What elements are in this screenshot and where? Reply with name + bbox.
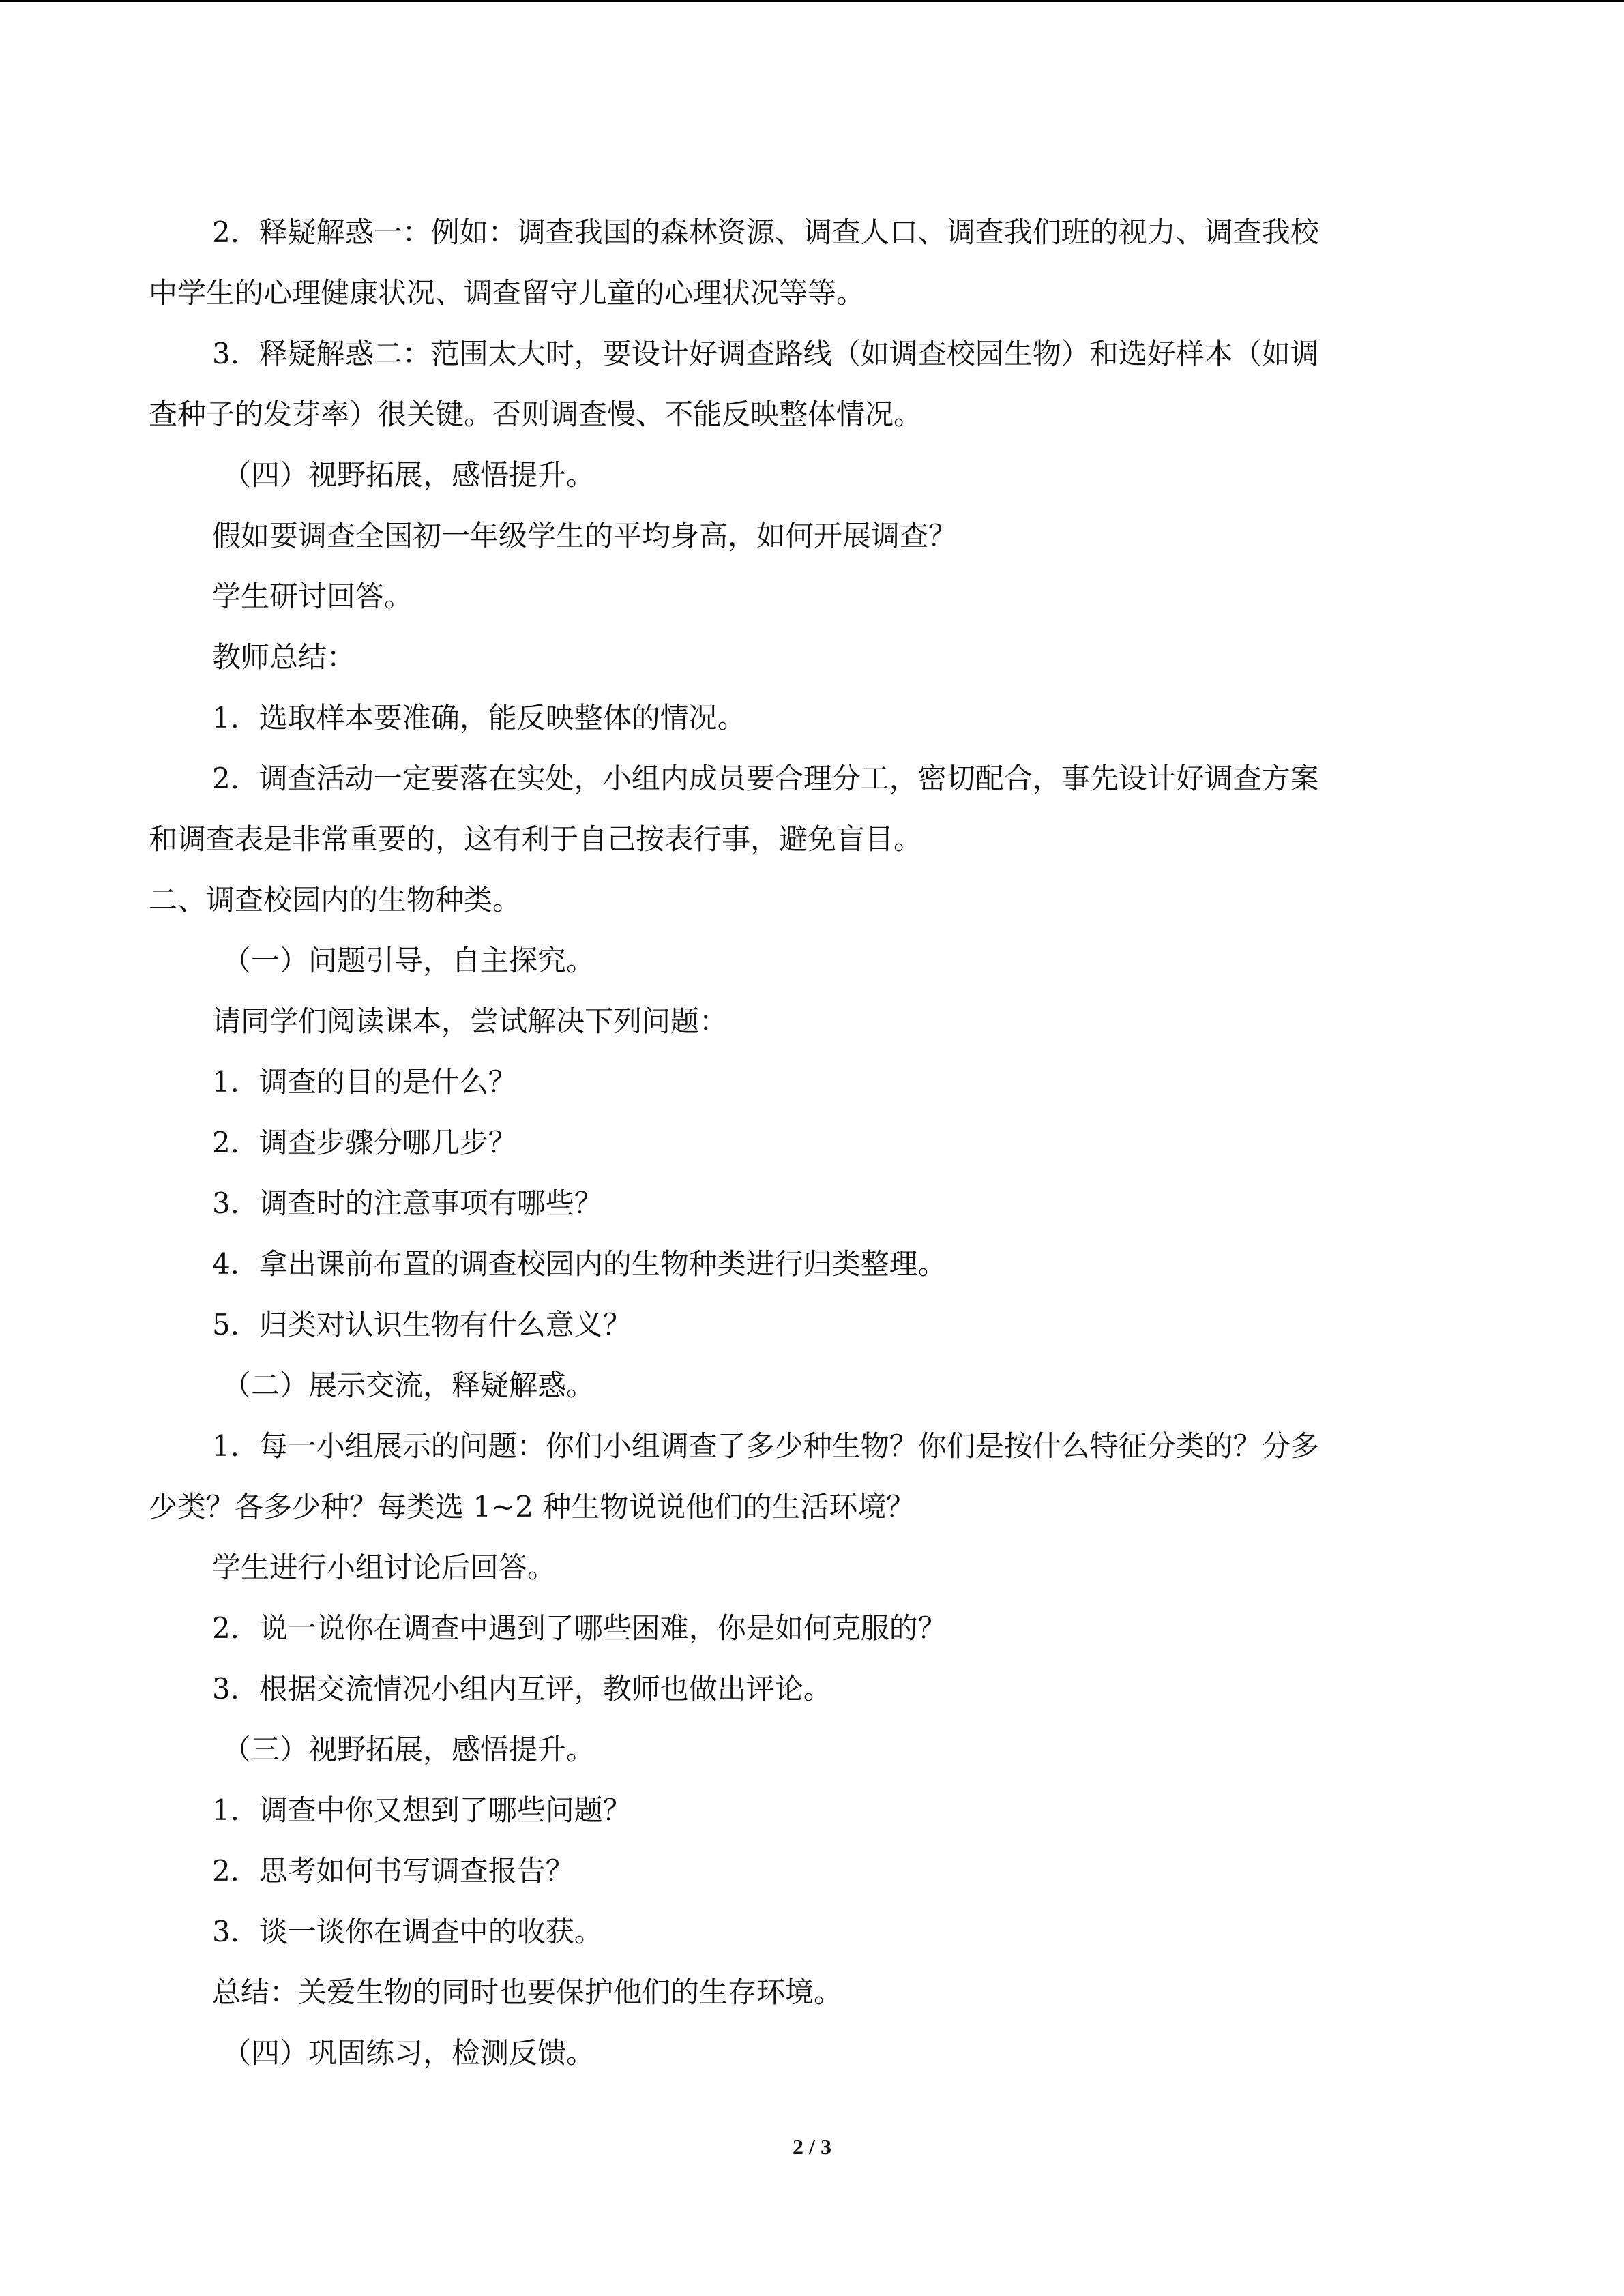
list-item: 3．根据交流情况小组内互评，教师也做出评论。	[212, 1672, 832, 1705]
paragraph-line: 2．释疑解惑一：例如：调查我国的森林资源、调查人口、调查我们班的视力、调查我校	[212, 215, 1319, 249]
section-heading: 二、调查校园内的生物种类。	[149, 883, 522, 916]
list-item: 1．选取样本要准确，能反映整体的情况。	[212, 701, 746, 734]
list-item: 5．归类对认识生物有什么意义？	[212, 1308, 632, 1341]
section-heading: （四）巩固练习，检测反馈。	[222, 2036, 595, 2070]
list-item: 3．调查时的注意事项有哪些？	[212, 1187, 603, 1220]
paragraph-line: 中学生的心理健康状况、调查留守儿童的心理状况等等。	[149, 276, 866, 310]
paragraph-line: 少类？各多少种？每类选 1~2 种生物说说他们的生活环境？	[149, 1490, 915, 1523]
section-heading: （四）视野拓展，感悟提升。	[222, 458, 595, 492]
paragraph-line: 学生进行小组讨论后回答。	[212, 1551, 557, 1584]
paragraph-line: 学生研讨回答。	[212, 580, 413, 613]
page-top-border	[0, 0, 1624, 2]
list-item: 1．调查中你又想到了哪些问题？	[212, 1793, 632, 1827]
list-item: 1．调查的目的是什么？	[212, 1065, 517, 1099]
paragraph-line: 查种子的发芽率）很关键。否则调查慢、不能反映整体情况。	[149, 398, 923, 431]
paragraph-line: 和调查表是非常重要的，这有利于自己按表行事，避免盲目。	[149, 822, 923, 856]
document-body	[149, 202, 1475, 2083]
list-item: 2．说一说你在调查中遇到了哪些困难，你是如何克服的？	[212, 1611, 947, 1645]
list-item: 3．谈一谈你在调查中的收获。	[212, 1915, 603, 1948]
list-item: 2．思考如何书写调查报告？	[212, 1854, 574, 1888]
list-item: 1．每一小组展示的问题：你们小组调查了多少种生物？你们是按什么特征分类的？分多	[212, 1429, 1319, 1463]
paragraph-line: 3．释疑解惑二：范围太大时，要设计好调查路线（如调查校园生物）和选好样本（如调	[212, 337, 1319, 370]
list-item: 2．调查步骤分哪几步？	[212, 1126, 517, 1159]
paragraph-line: 假如要调查全国初一年级学生的平均身高，如何开展调查？	[212, 519, 958, 552]
page-number: 2 / 3	[793, 2134, 831, 2159]
section-heading: （二）展示交流，释疑解惑。	[222, 1369, 595, 1402]
paragraph-line: 总结：关爱生物的同时也要保护他们的生存环境。	[212, 1976, 843, 2009]
list-item: 4．拿出课前布置的调查校园内的生物种类进行归类整理。	[212, 1247, 947, 1281]
section-heading: （三）视野拓展，感悟提升。	[222, 1733, 595, 1766]
section-heading: （一）问题引导，自主探究。	[222, 944, 595, 977]
paragraph-line: 请同学们阅读课本，尝试解决下列问题：	[212, 1004, 728, 1038]
list-item: 2．调查活动一定要落在实处，小组内成员要合理分工，密切配合，事先设计好调查方案	[212, 762, 1319, 795]
paragraph-line: 教师总结：	[212, 640, 356, 674]
